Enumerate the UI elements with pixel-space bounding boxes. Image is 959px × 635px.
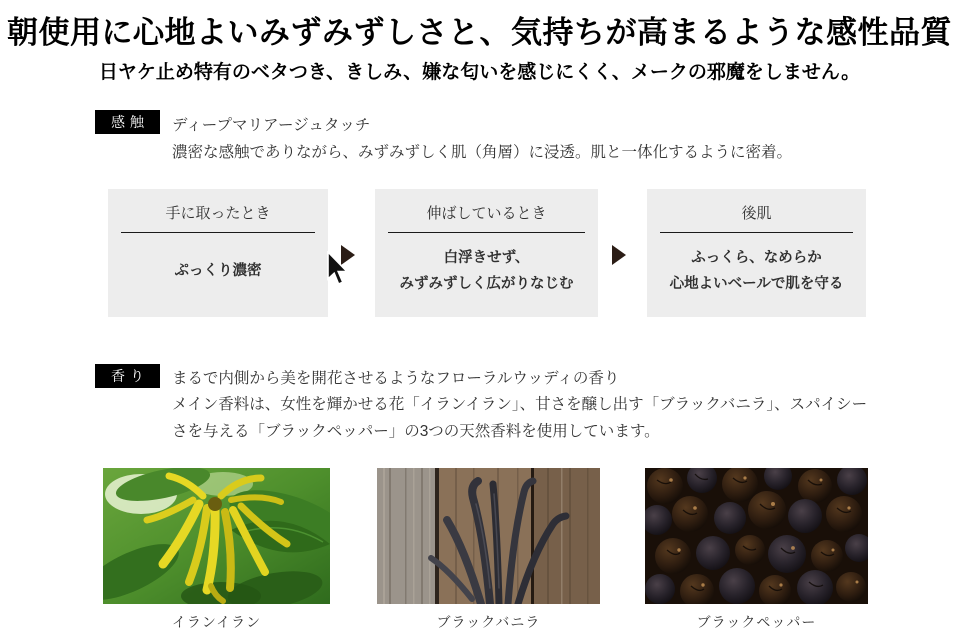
stage-box-after-skin <box>647 189 866 317</box>
stage-box-spreading <box>375 189 598 317</box>
vanilla-pods-image <box>377 468 600 604</box>
photo-caption: ブラックバニラ <box>436 614 541 630</box>
photo-caption: イランイラン <box>171 614 262 630</box>
ylang-ylang-photo <box>103 468 330 632</box>
stage-body: 白浮きせず、 みずみずしく広がりなじむ <box>399 250 574 292</box>
black-pepper-photo <box>645 468 868 632</box>
stage-title: 後肌 <box>741 205 772 222</box>
stage-body: ふっくら、なめらか 心地よいベールで肌を守る <box>669 250 844 292</box>
peppercorns-image <box>645 468 868 604</box>
ylang-ylang-flower-image <box>103 468 330 604</box>
fragrance-badge: 香り <box>95 364 160 388</box>
stage-title: 伸ばしているとき <box>426 205 547 222</box>
fragrance-description: メイン香料は、女性を輝かせる花「イランイラン」、甘さを醸し出す「ブラックバニラ」、スパイシー さを与える「ブラックペッパー」の3つの天然香料を使用しています。 <box>172 396 868 440</box>
texture-description: 濃密な感触でありながら、みずみずしく肌（角層）に浸透。肌と一体化するように密着。 <box>172 144 793 161</box>
texture-badge: 感触 <box>95 110 160 134</box>
page-subtitle: 日ヤケ止め特有のベタつき、きしみ、嫌な匂いを感じにくく、メークの邪魔をしません。 <box>98 62 861 83</box>
texture-heading: ディープマリアージュタッチ <box>172 117 371 134</box>
page-title: 朝使用に心地よいみずみずしさと、気持ちが高まるような感性品質 <box>7 15 952 50</box>
stage-body: ぷっくり濃密 <box>174 263 262 279</box>
stage-title: 手に取ったとき <box>165 205 271 222</box>
fragrance-heading: まるで内側から美を開花させるようなフローラルウッディの香り <box>172 370 620 387</box>
mouse-cursor-icon <box>326 251 352 287</box>
photo-caption: ブラックペッパー <box>696 614 817 630</box>
black-vanilla-photo <box>377 468 600 632</box>
stage-box-on-hand <box>108 189 328 317</box>
right-triangle-arrow-icon <box>612 245 626 265</box>
